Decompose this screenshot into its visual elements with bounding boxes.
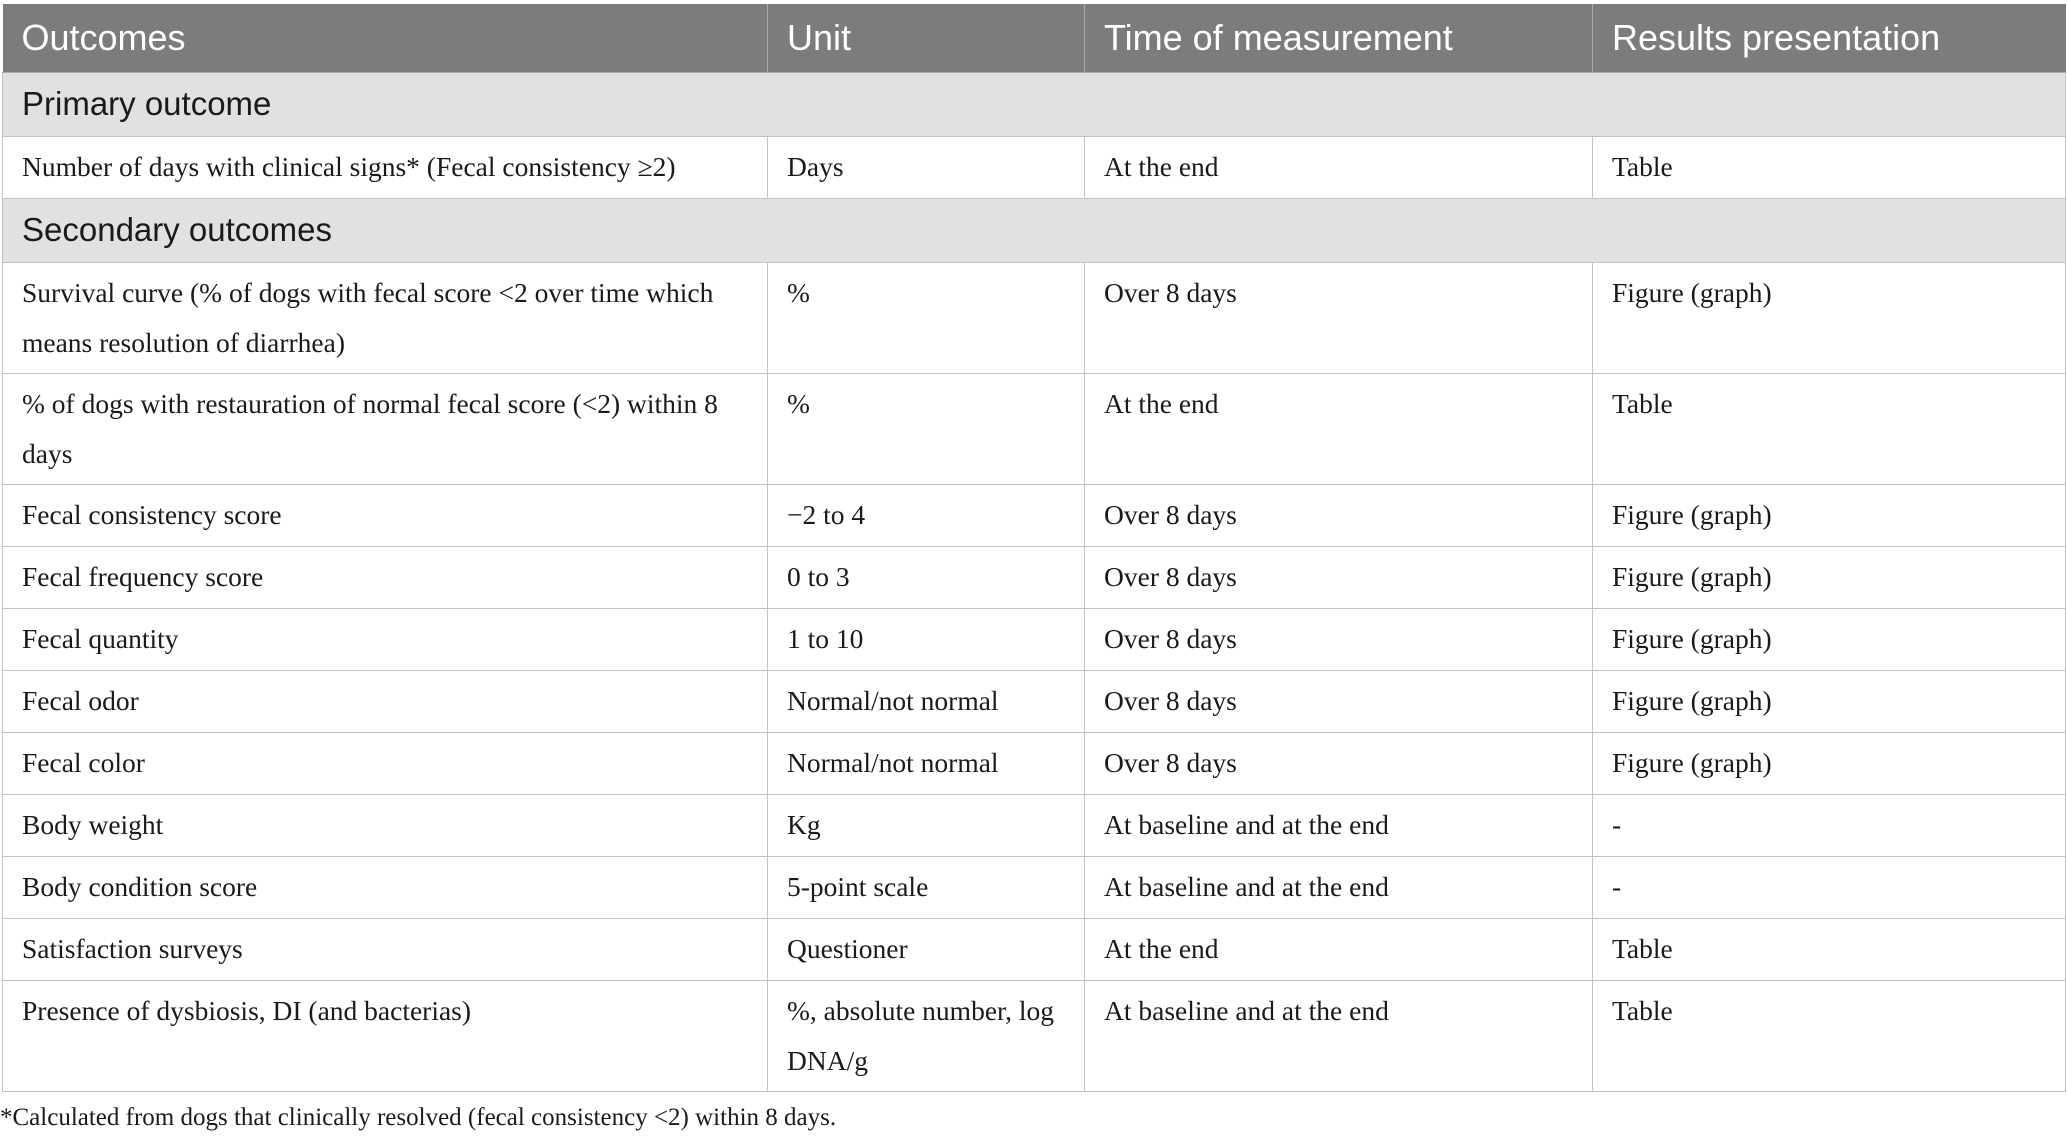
cell-presentation: Figure (graph) (1593, 608, 2066, 670)
cell-presentation: Table (1593, 136, 2066, 198)
cell-presentation: Table (1593, 980, 2066, 1091)
table-footnote: *Calculated from dogs that clinically resolved (fecal consistency <2) within 8 days. (0, 1104, 837, 1131)
cell-time: Over 8 days (1085, 608, 1593, 670)
cell-unit: 0 to 3 (768, 546, 1085, 608)
cell-time: At the end (1085, 373, 1593, 484)
cell-outcome: Survival curve (% of dogs with fecal score <2 over time which means resolution of diarrhea) (3, 262, 768, 373)
cell-unit: %, absolute number, log DNA/g (768, 980, 1085, 1091)
outcomes-table (2, 4, 2066, 1092)
cell-time: At the end (1085, 136, 1593, 198)
section-label-secondary: Secondary outcomes (3, 198, 2066, 262)
cell-time: Over 8 days (1085, 484, 1593, 546)
cell-outcome: Satisfaction surveys (3, 918, 768, 980)
cell-presentation: Figure (graph) (1593, 484, 2066, 546)
cell-outcome: Fecal frequency score (3, 546, 768, 608)
cell-outcome: Body condition score (3, 856, 768, 918)
cell-time: Over 8 days (1085, 670, 1593, 732)
table-row (3, 136, 2066, 198)
cell-presentation: Figure (graph) (1593, 732, 2066, 794)
cell-time: At baseline and at the end (1085, 856, 1593, 918)
cell-time: Over 8 days (1085, 546, 1593, 608)
section-label-primary: Primary outcome (3, 72, 2066, 136)
cell-time: Over 8 days (1085, 732, 1593, 794)
cell-outcome: Body weight (3, 794, 768, 856)
header-outcomes: Outcomes (3, 4, 768, 72)
cell-time: At the end (1085, 918, 1593, 980)
cell-presentation: - (1593, 856, 2066, 918)
header-unit: Unit (768, 4, 1085, 72)
cell-time: Over 8 days (1085, 262, 1593, 373)
cell-unit: Normal/not normal (768, 732, 1085, 794)
cell-time: At baseline and at the end (1085, 980, 1593, 1091)
table-row (3, 980, 2066, 1091)
cell-unit: 1 to 10 (768, 608, 1085, 670)
cell-presentation: Table (1593, 918, 2066, 980)
cell-unit: Normal/not normal (768, 670, 1085, 732)
table-row (3, 794, 2066, 856)
table-row (3, 670, 2066, 732)
cell-unit: Questioner (768, 918, 1085, 980)
table-row (3, 856, 2066, 918)
outcomes-table-container (2, 4, 2065, 1092)
cell-unit: Kg (768, 794, 1085, 856)
cell-unit: 5-point scale (768, 856, 1085, 918)
header-results-presentation: Results presentation (1593, 4, 2066, 72)
cell-outcome: Fecal color (3, 732, 768, 794)
table-row (3, 732, 2066, 794)
cell-unit: −2 to 4 (768, 484, 1085, 546)
table-row (3, 546, 2066, 608)
section-row-secondary (3, 198, 2066, 262)
cell-unit: % (768, 262, 1085, 373)
cell-unit: % (768, 373, 1085, 484)
header-time-of-measurement: Time of measurement (1085, 4, 1593, 72)
cell-presentation: Figure (graph) (1593, 262, 2066, 373)
cell-presentation: Table (1593, 373, 2066, 484)
cell-time: At baseline and at the end (1085, 794, 1593, 856)
table-row (3, 262, 2066, 373)
cell-outcome: Number of days with clinical signs* (Fecal consistency ≥2) (3, 136, 768, 198)
table-row (3, 373, 2066, 484)
section-row-primary (3, 72, 2066, 136)
cell-presentation: Figure (graph) (1593, 546, 2066, 608)
cell-outcome: Fecal consistency score (3, 484, 768, 546)
cell-unit: Days (768, 136, 1085, 198)
table-row (3, 484, 2066, 546)
table-row (3, 918, 2066, 980)
cell-outcome: Fecal quantity (3, 608, 768, 670)
cell-presentation: Figure (graph) (1593, 670, 2066, 732)
cell-outcome: Presence of dysbiosis, DI (and bacterias) (3, 980, 768, 1091)
header-row (3, 4, 2066, 72)
cell-outcome: % of dogs with restauration of normal fecal score (<2) within 8 days (3, 373, 768, 484)
cell-outcome: Fecal odor (3, 670, 768, 732)
cell-presentation: - (1593, 794, 2066, 856)
table-row (3, 608, 2066, 670)
